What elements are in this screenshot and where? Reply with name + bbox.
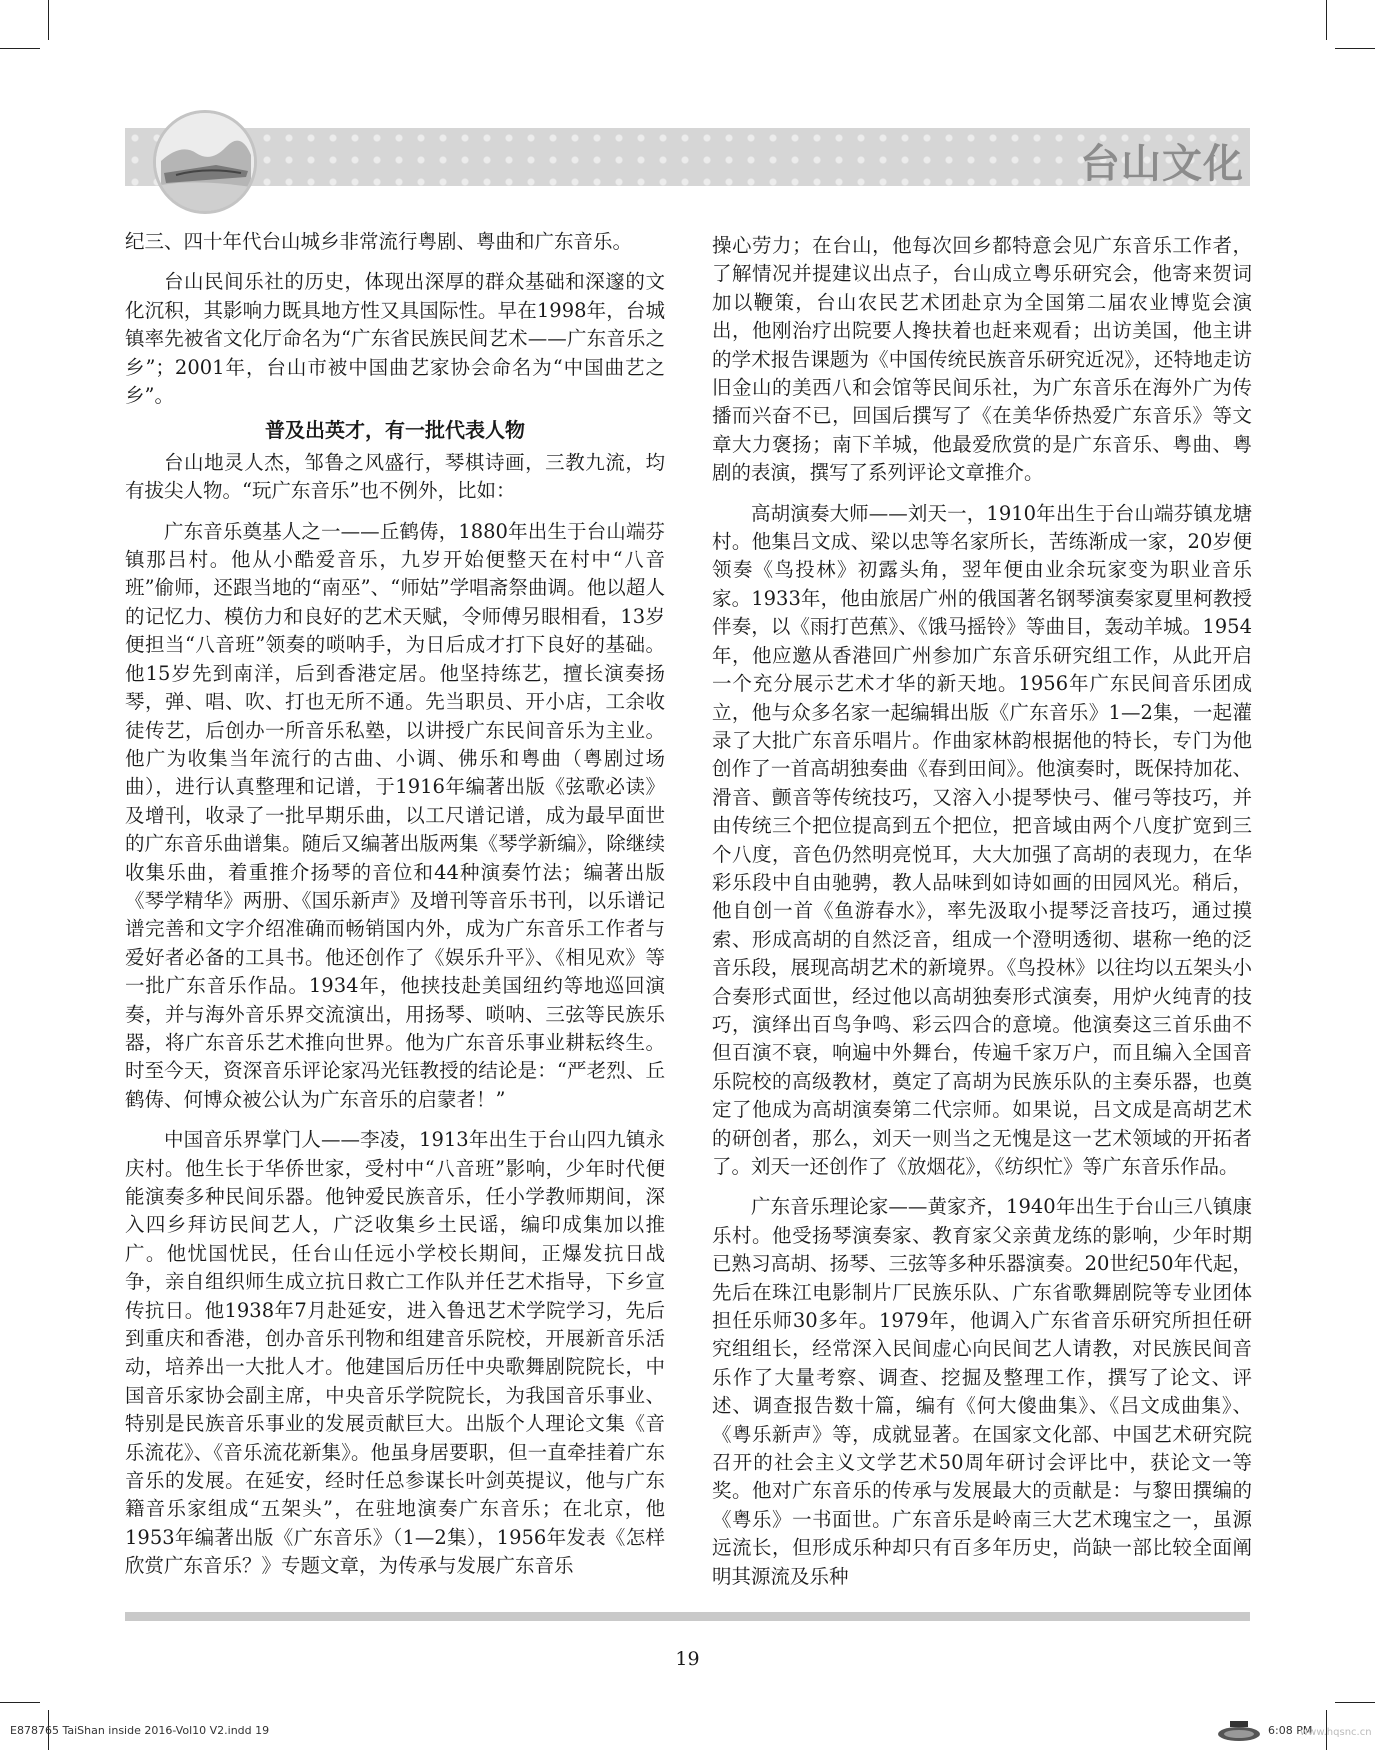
- landscape-emblem-icon: [153, 110, 257, 214]
- paragraph: 纪三、四十年代台山城乡非常流行粤剧、粤曲和广东音乐。: [125, 230, 633, 253]
- crop-mark: [0, 48, 40, 49]
- paragraph: 广东音乐奠基人之一——丘鹤俦，1880年出生于台山端芬镇那吕村。他从小酷爱音乐，九岁开始便整天在村中“八音班”偷师，还跟当地的“南巫”、“师姑”学唱斋祭曲调。他以超人的记忆力、模仿力和良好的艺术天赋，令师傅另眼相看，13岁便担当“八音班”领奏的唢呐手，为日后成才打下良好的基础。他15岁先到南洋，后到香港定居。他坚持练艺，擅长演奏扬琴，弹、唱、吹、打也无所不通。先当职员、开小店，工余收徒传艺，后创办一所音乐私塾，以讲授广东民间音乐为主业。他广为收集当年流行的古曲、小调、佛乐和粤曲（粤剧过场曲），进行认真整理和记谱，于1916年编著出版《弦歌必读》及增刊，收录了一批早期乐曲，以工尺谱记谱，成为最早面世的广东音乐曲谱集。随后又编著出版两集《琴学新编》，除继续收集乐曲，着重推介扬琴的音位和44种演奏竹法；编著出版《琴学精华》两册、《国乐新声》及增刊等音乐书刊，以乐谱记谱完善和文字介绍准确而畅销国内外，成为广东音乐工作者与爱好者必备的工具书。他还创作了《娱乐升平》、《相见欢》等一批广东音乐作品。1934年，他挟技赴美国纽约等地巡回演奏，并与海外音乐界交流演出，用扬琴、唢呐、三弦等民族乐器，将广东音乐艺术推向世界。他为广东音乐事业耕耘终生。时至今天，资深音乐评论家冯光钰教授的结论是：“严老烈、丘鹤俦、何博众被公认为广东音乐的启蒙者！”: [125, 519, 665, 1111]
- header-banner: [125, 128, 1250, 186]
- crop-mark: [0, 1702, 40, 1703]
- crop-mark: [1335, 1702, 1375, 1703]
- page-number: 19: [675, 1648, 700, 1670]
- paragraph: 台山地灵人杰，邹鲁之风盛行，琴棋诗画，三教九流，均有拔尖人物。“玩广东音乐”也不例外，比如：: [125, 450, 665, 503]
- paragraph: 中国音乐界掌门人——李凌，1913年出生于台山四九镇永庆村。他生长于华侨世家，受村中“八音班”影响，少年时代便能演奏多种民间乐器。他钟爱民族音乐，任小学教师期间，深入四乡拜访民间艺人，广泛收集乡土民谣，编印成集加以推广。他忧国忧民，任台山任远小学校长期间，正爆发抗日战争，亲自组织师生成立抗日救亡工作队并任艺术指导，下乡宣传抗日。他1938年7月赴延安，进入鲁迅艺术学院学习，先后到重庆和香港，创办音乐刊物和组建音乐院校，开展新音乐活动，培养出一大批人才。他建国后历任中央歌舞剧院院长，中国音乐家协会副主席，中央音乐学院院长，为我国音乐事业、特别是民族音乐事业的发展贡献巨大。出版个人理论文集《音乐流花》、《音乐流花新集》。他虽身居要职，但一直牵挂着广东音乐的发展。在延安，经时任总参谋长叶剑英提议，他与广东籍音乐家组成“五架头”，在驻地演奏广东音乐；在北京，他1953年编著出版《广东音乐》（1—2集），1956年发表《怎样欣赏广东音乐？》专题文章，为传承与发展广东音乐: [125, 1128, 665, 1578]
- site-watermark: www.hqsnc.cn: [1300, 1727, 1372, 1738]
- footer-rule: [125, 1612, 1250, 1621]
- paragraph: 高胡演奏大师——刘天一，1910年出生于台山端芬镇龙塘村。他集吕文成、梁以忠等名家所长，苦练渐成一家，20岁便领奏《鸟投林》初露头角，翌年便由业余玩家变为职业音乐家。1933年，他由旅居广州的俄国著名钢琴演奏家夏里柯教授伴奏，以《雨打芭蕉》、《饿马摇铃》等曲目，轰动羊城。1954年，他应邀从香港回广州参加广东音乐研究组工作，从此开启一个充分展示艺术才华的新天地。1956年广东民间音乐团成立，他与众多名家一起编辑出版《广东音乐》1—2集，一起灌录了大批广东音乐唱片。作曲家林韵根据他的特长，专门为他创作了一首高胡独奏曲《春到田间》。他演奏时，既保持加花、滑音、颤音等传统技巧，又溶入小提琴快弓、催弓等技巧，并由传统三个把位提高到五个把位，把音域由两个八度扩宽到三个八度，音色仍然明亮悦耳，大大加强了高胡的表现力，在华彩乐段中自由驰骋，教人品味到如诗如画的田园风光。稍后，他自创一首《鱼游春水》，率先汲取小提琴泛音技巧，通过摸索、形成高胡的自然泛音，组成一个澄明透彻、堪称一绝的泛音乐段，展现高胡艺术的新境界。《鸟投林》以往均以五架头小合奏形式面世，经过他以高胡独奏形式演奏，用炉火纯青的技巧，演绎出百鸟争鸣、彩云四合的意境。他演奏这三首乐曲不但百演不衰，响遍中外舞台，传遍千家万户，而且编入全国音乐院校的高级教材，奠定了高胡为民族乐队的主奏乐器，也奠定了他成为高胡演奏第二代宗师。如果说，吕文成是高胡艺术的研创者，那么，刘天一则当之无愧是这一艺术领域的开拓者了。刘天一还创作了《放烟花》，《纺织忙》等广东音乐作品。: [712, 501, 1252, 1178]
- paragraph: 操心劳力；在台山，他每次回乡都特意会见广东音乐工作者，了解情况并提建议出点子，台山成立粤乐研究会，他寄来贺词加以鞭策，台山农民艺术团赴京为全国第二届农业博览会演出，他刚治疗出院要人搀扶着也赶来观看；出访美国，他主讲的学术报告课题为《中国传统民族音乐研究近况》，还特地走访旧金山的美西八和会馆等民间乐社，为广东音乐在海外广为传播而兴奋不已，回国后撰写了《在美华侨热爱广东音乐》等文章大力褒扬；南下羊城，他最爱欣赏的是广东音乐、粤曲、粤剧的表演，撰写了系列评论文章推介。: [712, 234, 1252, 485]
- file-info: E878765 TaiShan inside 2016-Vol10 V2.indd 19: [10, 1724, 270, 1737]
- section-title: 台山文化: [1080, 141, 1244, 187]
- left-column: [125, 228, 665, 1581]
- crop-mark: [1335, 48, 1375, 49]
- crop-mark: [1326, 0, 1327, 40]
- paragraph: 台山民间乐社的历史，体现出深厚的群众基础和深邃的文化沉积，其影响力既具地方性又具国际性。早在1998年，台城镇率先被省文化厅命名为“广东省民族民间艺术——广东音乐之乡”；2001年，台山市被中国曲艺家协会命名为“中国曲艺之乡”。: [125, 270, 665, 408]
- print-time: 6:08 PM: [1268, 1724, 1313, 1737]
- paragraph: 广东音乐理论家——黄家齐，1940年出生于台山三八镇康乐村。他受扬琴演奏家、教育家父亲黄龙练的影响，少年时期已熟习高胡、扬琴、三弦等多种乐器演奏。20世纪50年代起，先后在珠江电影制片厂民族乐队、广东省歌舞剧院等专业团体担任乐师30多年。1979年，他调入广东省音乐研究所担任研究组组长，经常深入民间虚心向民间艺人请教，对民族民间音乐作了大量考察、调查、挖掘及整理工作，撰写了论文、评述、调查报告数十篇，编有《何大傻曲集》、《吕文成曲集》、《粤乐新声》等，成就显著。在国家文化部、中国艺术研究院召开的社会主义文学艺术50周年研讨会评比中，获论文一等奖。他对广东音乐的传承与发展最大的贡献是：与黎田撰编的《粤乐》一书面世。广东音乐是岭南三大艺术瑰宝之一，虽源远流长，但形成乐种却只有百多年历史，尚缺一部比较全面阐明其源流及乐种: [712, 1195, 1252, 1588]
- crop-mark: [48, 0, 49, 40]
- section-heading: 普及出英才，有一批代表人物: [265, 418, 525, 443]
- publisher-logo-icon: [1216, 1720, 1262, 1742]
- right-column: [712, 232, 1252, 1591]
